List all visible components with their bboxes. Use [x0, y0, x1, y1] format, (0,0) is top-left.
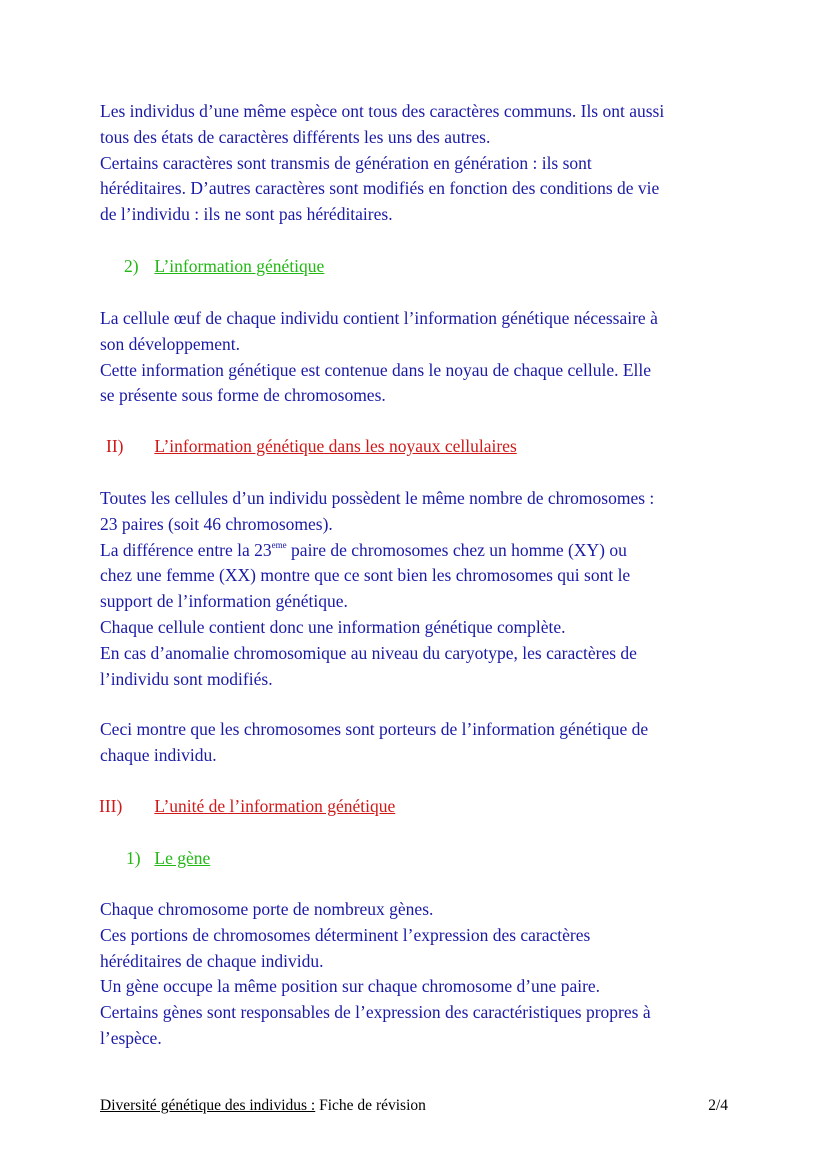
text-line: son développement.: [100, 333, 240, 354]
heading-number: 1): [126, 848, 141, 868]
text-fragment: La différence entre la 23: [100, 539, 272, 560]
text-line: Certains gènes sont responsables de l’expression des caractéristiques propres à: [100, 1002, 651, 1023]
text-line: Toutes les cellules d’un individu possèdent le même nombre de chromosomes :: [100, 488, 655, 508]
text-line: La cellule œuf de chaque individu contient l’information génétique nécessaire à: [100, 308, 658, 328]
text-line: Cette information génétique est contenue dans le noyau de chaque cellule. Elle: [100, 359, 652, 380]
text-line: chez une femme (XX) montre que ce sont bien les chromosomes qui sont le: [100, 565, 631, 586]
text-line: Un gène occupe la même position sur chaque chromosome d’une paire.: [100, 976, 601, 997]
text-line: se présente sous forme de chromosomes.: [100, 385, 386, 406]
text-line: Certains caractères sont transmis de génération en génération : ils sont: [100, 152, 592, 173]
text-line: héréditaires. D’autres caractères sont modifiés en fonction des conditions de vie: [100, 178, 660, 199]
text-line: 23 paires (soit 46 chromosomes).: [100, 513, 333, 534]
heading-number: III): [99, 796, 123, 816]
text-line: l’espèce.: [100, 1027, 162, 1048]
text-line: Chaque chromosome porte de nombreux gènes.: [100, 899, 434, 919]
text-line: Les individus d’une même espèce ont tous des caractères communs. Ils ont aussi: [100, 101, 665, 121]
page-number: 2/4: [708, 1097, 728, 1114]
footer-title-rest: Fiche de révision: [315, 1097, 426, 1114]
footer-title-underlined: Diversité génétique des individus :: [100, 1097, 316, 1114]
heading-title: L’unité de l’information génétique: [154, 796, 396, 816]
text-fragment: paire de chromosomes chez un homme (XY) ou: [286, 539, 627, 560]
text-line: l’individu sont modifiés.: [100, 668, 273, 689]
heading-number: 2): [124, 256, 139, 276]
text-line: support de l’information génétique.: [100, 591, 348, 612]
heading-title: L’information génétique: [154, 256, 325, 276]
paragraph-porteurs: [100, 717, 740, 769]
heading-noyaux-cellulaires: [106, 434, 517, 459]
heading-unite-information: [99, 794, 395, 819]
paragraph-cellule-oeuf: [100, 306, 740, 409]
text-line: [100, 538, 740, 564]
text-line: Ceci montre que les chromosomes sont porteurs de l’information génétique de: [100, 719, 649, 739]
page-footer: [100, 1097, 728, 1115]
text-line: Chaque cellule contient donc une information génétique complète.: [100, 616, 566, 637]
text-line: héréditaires de chaque individu.: [100, 950, 324, 971]
heading-title: Le gène: [154, 848, 211, 868]
text-line: En cas d’anomalie chromosomique au niveau du caryotype, les caractères de: [100, 642, 637, 663]
text-line: chaque individu.: [100, 744, 217, 765]
heading-le-gene: [126, 846, 210, 871]
heading-title: L’information génétique dans les noyaux cellulaires: [154, 436, 517, 456]
text-line: Ces portions de chromosomes déterminent l’expression des caractères: [100, 924, 591, 945]
superscript: eme: [271, 539, 287, 550]
paragraph-caracteres: [100, 99, 740, 228]
heading-number: II): [106, 436, 124, 456]
text-line: tous des états de caractères différents les uns des autres.: [100, 126, 491, 147]
paragraph-chromosomes: [100, 486, 740, 692]
heading-information-genetique: [124, 254, 324, 279]
paragraph-genes: [100, 897, 740, 1052]
text-line: de l’individu : ils ne sont pas héréditaires.: [100, 204, 393, 225]
